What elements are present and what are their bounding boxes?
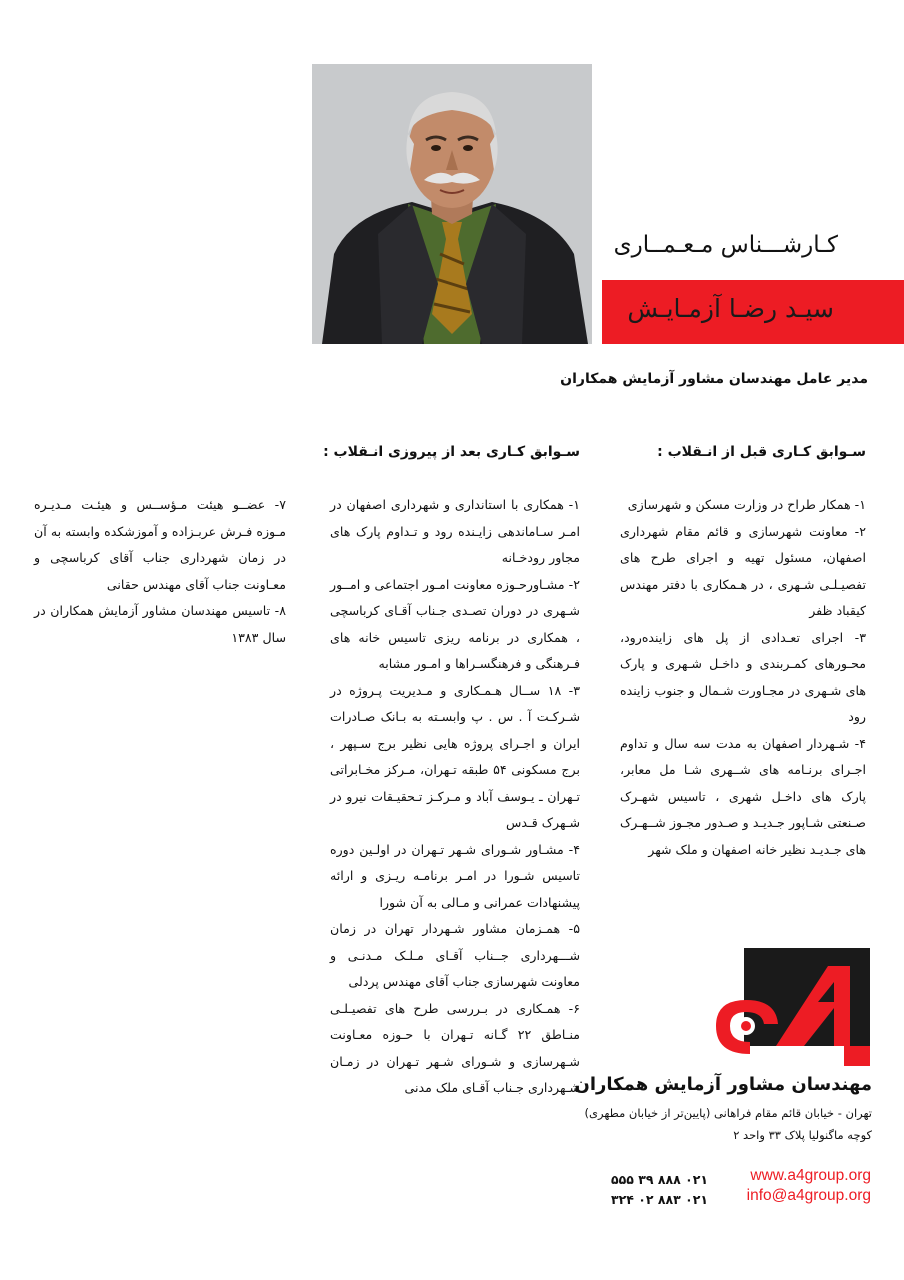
list-item: ۶- همـکاری در بـررسی طرح های تفصیـلـی منـاطق ۲۲ گـانه تـهران با حـوزه معـاونت شـهرسازی و شـورای شـهر تـهران در زمـان شـهرداری جـناب آقـای ملک مدنی	[330, 1000, 580, 1095]
list-item: ۱- همکار طراح در وزارت مسکن و شهرسازی	[627, 497, 866, 512]
list-item: ۵- همـزمان مشاور شـهردار تهران در زمان شـــهرداری جــناب آقـای مـلـک مـدنـی و معاونت شهرسازی جناب آقای مهندس پردلی	[330, 921, 580, 989]
address-line-1: تهران - خیابان قائم مقام فراهانی (پایین‌تر از خیابان مطهری)	[584, 1106, 872, 1120]
phone-1: ۰۲۱ ۸۸۸ ۳۹ ۵۵۵	[611, 1172, 709, 1187]
list-item: ۳- ۱۸ ســال هـمـکاری و مـدیریت پـروژه در شـرکـت آ . س . پ وابسـته به بـانک صـادرات ایران و اجـرای پروژه هایی نظیر برج سـپهر ، برج مسکونی ۵۴ طبقه تـهران، مـرکز مخـابراتی تـهران ـ یـوسف آباد و مـرکـز تـحقیـقات نیرو در شـهرک قـدس	[330, 682, 580, 830]
email-link[interactable]: info@a4group.org	[746, 1187, 871, 1204]
list-item: ۷- عضــو هیئت مـؤســس و هیئـت مـدیـره مـوزه فـرش عربـزاده و آموزشکده وابسته به آن در زمان شهرداری جناب آقای کرباسچی و معـاونت جناب آقای مهندس حقانی	[34, 497, 286, 592]
heading-before-revolution: سـوابق کـاری قبل از انـقلاب :	[657, 444, 866, 460]
job-title: کـارشـــناس مـعـمــاری	[613, 232, 838, 258]
list-item: ۴- شـهردار اصفهان به مدت سه سال و تداوم اجـرای برنـامه های شــهری شـا مل معابر، پارک های داخـل شهری ، تاسیس شهـرک صـنعتی شـاپور جـدیـد و صـدور مجـوز شــهـرک های جـدیـد نظیر خانه اصفهان و ملک شهر	[620, 735, 866, 857]
list-item: ۲- معاونت شهرسازی و قائم مقام شهرداری اصفهان، مسئول تهیه و اجرای طرح های تفصیـلـی شـهری ، در هـمکاری با دفتر مهندس کیقباد ظفر	[620, 523, 866, 618]
role-line: مدیر عامل مهندسان مشاور آزمایش همکاران	[560, 371, 868, 387]
website-link[interactable]: www.a4group.org	[750, 1167, 871, 1184]
a4-logo	[716, 948, 870, 1068]
a4-logo-mark	[716, 948, 870, 1068]
heading-after-revolution: سـوابق کـاری بعد از پیروزی انـقلاب :	[323, 444, 580, 460]
company-name: مهندسان مشاور آزمایش همکاران	[574, 1074, 872, 1095]
person-name: سیـد رضـا آزمـایـش	[627, 294, 834, 323]
list-item: ۴- مشـاور شـورای شـهر تـهران در اولـین دوره تاسیس شـورا در امـر برنامـه ریـزی و ارائه پیشنهادات عمرانی و مـالی به آن شورا	[330, 841, 580, 910]
list-item: ۱- همکاری با استانداری و شهرداری اصفهان در امـر سـاماندهی زایـنده رود و تـداوم پارک های مجاور رودخـانه	[330, 497, 580, 565]
column-after-revolution	[330, 492, 580, 1102]
list-item: ۲- مشـاورحـوزه معاونت امـور اجتماعی و امــور شـهری در دوران تصـدی جـناب آقـای کرباسچی ، همکاری در برنامه ریزی تاسیس خانه های فـرهنگی و فرهنگسـراها و امـور مشابه	[330, 576, 580, 671]
list-item: ۸- تاسیس مهندسان مشاور آزمایش همکاران در سال ۱۳۸۳	[34, 603, 286, 645]
column-more	[34, 492, 286, 651]
column-before-revolution	[620, 492, 866, 863]
phone-numbers	[611, 1170, 708, 1210]
portrait-illustration	[312, 64, 592, 344]
address-line-2: کوچه ماگنولیا پلاک ۳۳ واحد ۲	[733, 1128, 872, 1142]
portrait-photo	[312, 64, 592, 344]
list-item: ۳- اجرای تعـدادی از پل های زاینده‌رود، محـورهای کمـربندی و داخـل شـهری و پارک های شـهری در مجـاورت شـمال و جنوب زاینده رود	[620, 629, 866, 724]
phone-2: ۰۲۱ ۸۸۳ ۰۲ ۳۲۴	[611, 1192, 709, 1207]
contact-web	[747, 1166, 871, 1206]
